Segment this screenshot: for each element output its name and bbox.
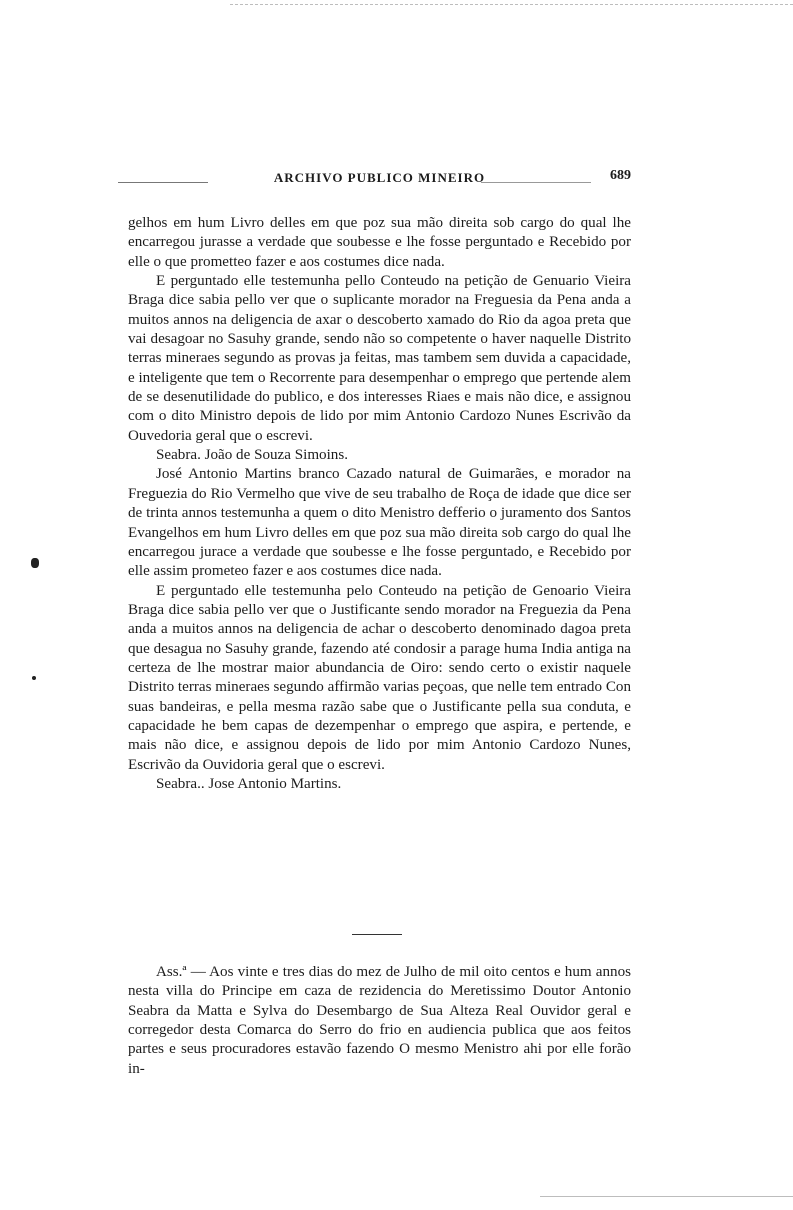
scan-edge-top <box>230 4 793 5</box>
paragraph-witness-2: José Antonio Martins branco Cazado natural de Guimarães, e morador na Freguezia do Rio Vermelho que vive de seu trabalho de Roça de idade que dice ser de trinta annos testemunha a quem o dito Menistro defferio o juramento dos Santos Evangelhos em hum Livro delles em que poz sua mão direita sob cargo do qual lhe encarregou jurace a verdade que soubesse e lhe fosse perguntado, e Recebido por elle assim prometeo fazer e aos costumes dice nada. <box>128 466 631 580</box>
running-header <box>128 170 631 192</box>
body-text <box>128 214 631 794</box>
paragraph-testimony-1: E perguntado elle testemunha pello Conteudo na petição de Genuario Vieira Braga dice sabia pello ver que o suplicante morador na Freguesia da Pena anda a muitos annos na deligencia de axar o descoberto xamado do Rio da agoa preta que vai desagoar no Sasuhy grande, sendo não so competente o haver naquelle Distrito terras mineraes segundo as provas ja feitas, mas tambem sem duvida a capacidade, e inteligente que tem o Recorrente para desempenhar o emprego que pertende alem de se desenutilidade do publico, e dos interesses Riaes e mais não dice, e assignou com o dito Ministro depois de lido por mim Antonio Cardozo Nunes Escrivão da Ouvedoria geral que o escrevi. <box>128 273 631 444</box>
scan-edge-bottom <box>540 1196 793 1197</box>
margin-ink-blot <box>31 558 39 568</box>
section-separator <box>352 934 402 935</box>
header-rule-right <box>481 182 591 183</box>
lower-text <box>128 963 631 1079</box>
header-title: ARCHIVO PUBLICO MINEIRO <box>273 170 486 185</box>
paragraph-testimony-2: E perguntado elle testemunha pelo Conteudo na petição de Genoario Vieira Braga dice sabia pello ver que o Justificante sendo morador na Freguezia da Pena anda a muitos annos na deligencia de achar o descoberto denominado dagoa preta que desagua no Sasuhy grande, fazendo até condosir a parage huma India antiga na certeza de lhe mostrar maior abundancia de Oiro: sendo certo o existir naquele Distrito terras mineraes segundo affirmão varias peçoas, que nelle tem entrado Con suas bandeiras, e pella mesma razão sabe que o Justificante pella sua conduta, e capacidade he bem capas de dezempenhar o emprego que aspira, e pertende, e mais não dice, e assignou depois de lido por mim Antonio Cardozo Nunes, Escrivão da Ouvidoria geral que o escrevi. <box>128 582 631 773</box>
paragraph-assentada: Ass.ª — Aos vinte e tres dias do mez de Julho de mil oito centos e hum annos nesta villa do Principe em caza de rezidencia do Meretissimo Doutor Antonio Seabra da Matta e Sylva do Desembargo de Sua Alteza Real Ouvidor geral e corregedor desta Comarca do Serro do frio en audiencia publica que aos feitos partes e seus procuradores estavão fazendo O mesmo Menistro ahi por elle forão in- <box>128 964 631 1077</box>
signature-line-2: Seabra.. Jose Antonio Martins. <box>156 775 342 792</box>
page-number: 689 <box>610 168 631 183</box>
paragraph-continuation: gelhos em hum Livro delles em que poz sua mão direita sob cargo do qual lhe encarregou jurasse a verdade que soubesse e lhe fosse perguntado e Recebido por elle o que prometteo fazer e aos costumes dice nada. <box>128 215 631 270</box>
margin-ink-dot <box>32 676 36 680</box>
signature-line-1: Seabra. João de Souza Simoins. <box>156 447 348 464</box>
